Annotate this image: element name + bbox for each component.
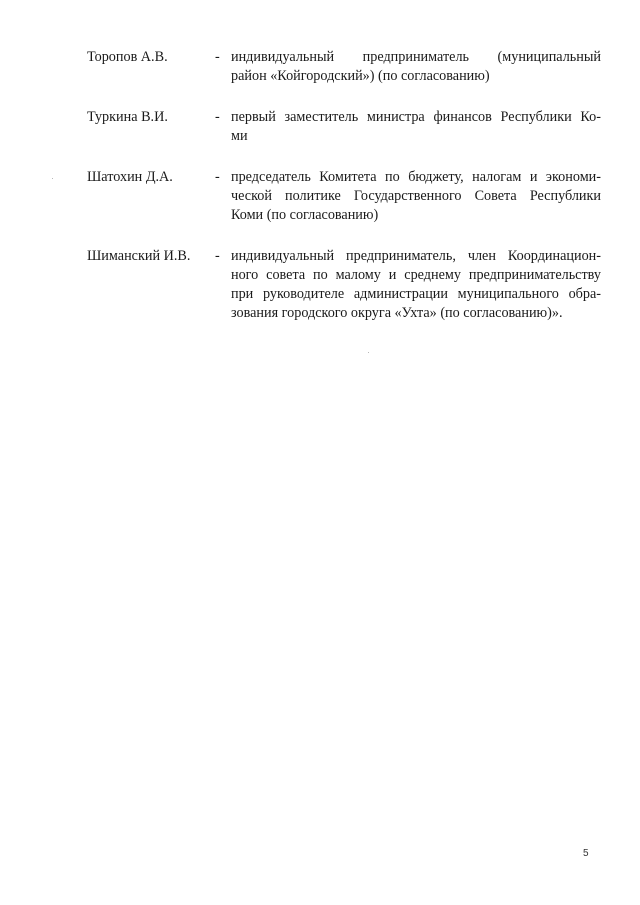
member-entry (87, 168, 601, 225)
member-entry (87, 247, 601, 323)
description-line: ми (231, 128, 248, 144)
member-name: Торопов А.В. (87, 49, 168, 65)
description-line: зования городского округа «Ухта» (по согласованию)». (231, 305, 563, 321)
member-roster (87, 48, 601, 345)
description-line: при руководителе администрации муниципального обра- (231, 286, 601, 302)
member-name: Туркина В.И. (87, 109, 168, 125)
member-description (231, 247, 601, 323)
description-line: ного совета по малому и среднему предпринимательству (231, 267, 601, 283)
description-line: район «Койгородский») (по согласованию) (231, 68, 490, 84)
description-line: индивидуальный предприниматель (муниципальный (231, 49, 601, 65)
description-line: Коми (по согласованию) (231, 207, 379, 223)
page-number: 5 (583, 848, 589, 859)
scan-speck (52, 178, 53, 179)
member-dash: - (215, 248, 220, 264)
member-description (231, 168, 601, 225)
member-name: Шатохин Д.А. (87, 169, 173, 185)
description-line: первый заместитель министра финансов Республики Ко- (231, 109, 601, 125)
member-dash: - (215, 49, 220, 65)
member-entry (87, 108, 601, 146)
member-dash: - (215, 109, 220, 125)
member-description (231, 48, 601, 86)
description-line: ческой политике Государственного Совета Республики (231, 188, 601, 204)
scan-speck (368, 352, 369, 353)
description-line: председатель Комитета по бюджету, налогам и экономи- (231, 169, 601, 185)
member-dash: - (215, 169, 220, 185)
member-name: Шиманский И.В. (87, 248, 191, 264)
description-line: индивидуальный предприниматель, член Координацион- (231, 248, 601, 264)
member-description (231, 108, 601, 146)
member-entry (87, 48, 601, 86)
